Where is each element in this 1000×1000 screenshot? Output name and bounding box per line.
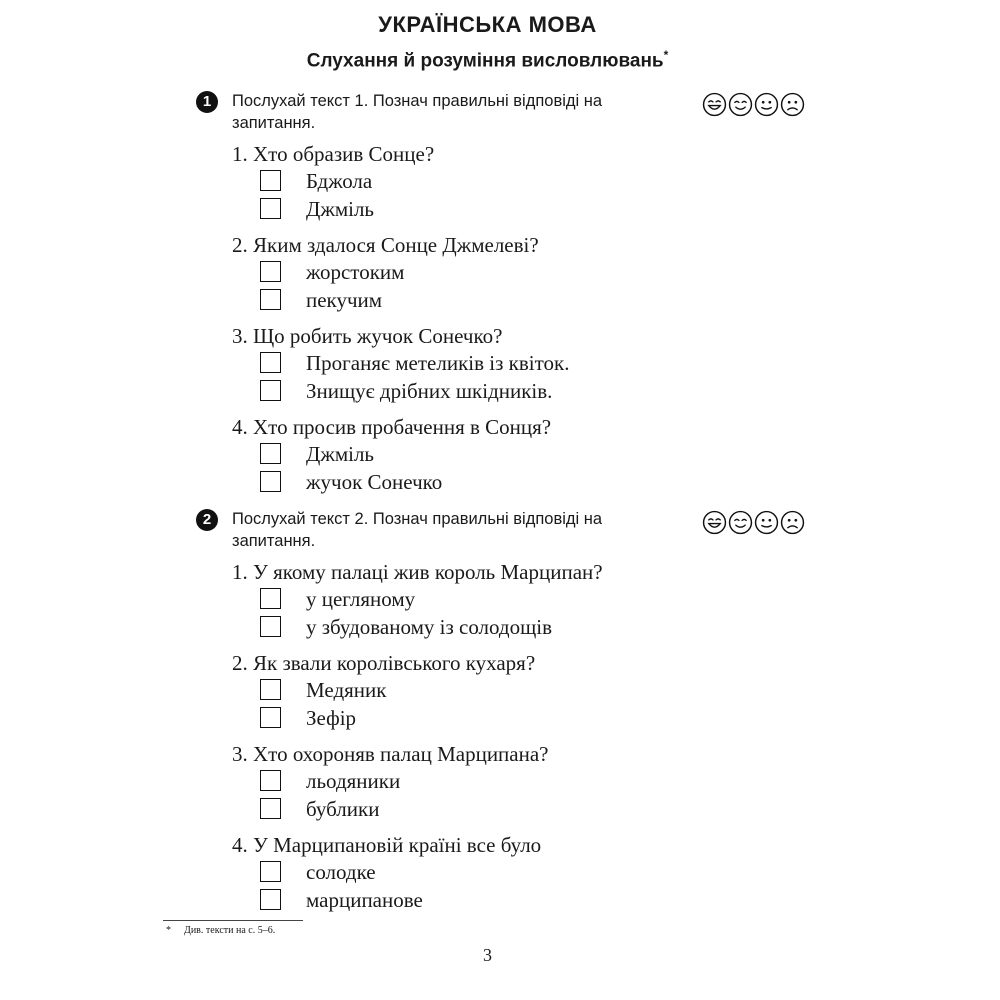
answer-option[interactable] (260, 586, 826, 614)
question (232, 140, 826, 224)
answer-checkbox[interactable] (260, 170, 281, 191)
sad-face-icon[interactable] (780, 510, 805, 535)
question-text: 1. У якому палаці жив король Марципан? (232, 560, 603, 584)
question (232, 322, 826, 406)
answer-label: пекучим (306, 288, 383, 312)
task-number-badge: 1 (196, 91, 218, 113)
answer-checkbox[interactable] (260, 798, 281, 819)
self-assessment-faces (702, 92, 805, 117)
answer-label: льодяники (306, 769, 401, 793)
answer-checkbox[interactable] (260, 261, 281, 282)
question-text: 4. Хто просив пробачення в Сонця? (232, 415, 552, 439)
footnote-mark: * (166, 925, 171, 936)
subtitle-text: Слухання й розуміння висловлювань (306, 50, 664, 72)
question-text: 3. Що робить жучок Сонечко? (232, 324, 503, 348)
answer-checkbox[interactable] (260, 289, 281, 310)
page-title: УКРАЇНСЬКА МОВА (378, 12, 597, 37)
answer-label: у цегляному (306, 587, 416, 611)
answer-checkbox[interactable] (260, 616, 281, 637)
answer-option[interactable] (260, 705, 826, 733)
answer-label: Знищує дрібних шкідників. (306, 379, 553, 403)
answer-label: жорстоким (306, 260, 405, 284)
task-header (196, 508, 826, 558)
answer-option[interactable] (260, 887, 826, 915)
question-text: 4. У Марципановій країні все було (232, 833, 542, 857)
question (232, 740, 826, 824)
answer-checkbox[interactable] (260, 861, 281, 882)
answer-option[interactable] (260, 350, 826, 378)
question-text: 3. Хто охороняв палац Марципана? (232, 742, 549, 766)
question (232, 413, 826, 497)
task-2 (196, 508, 826, 915)
answer-checkbox[interactable] (260, 707, 281, 728)
question (232, 558, 826, 642)
question (232, 649, 826, 733)
answer-checkbox[interactable] (260, 588, 281, 609)
answer-option[interactable] (260, 168, 826, 196)
laughing-face-icon[interactable] (702, 92, 727, 117)
answer-option[interactable] (260, 441, 826, 469)
task-header (196, 90, 826, 140)
task-instruction: Послухай текст 1. Познач правильні відповіді на запитання. (232, 92, 603, 132)
answer-checkbox[interactable] (260, 471, 281, 492)
footnote-reference-mark: * (663, 48, 669, 62)
page-number: 3 (483, 945, 492, 965)
answer-checkbox[interactable] (260, 889, 281, 910)
neutral-face-icon[interactable] (754, 510, 779, 535)
answer-option[interactable] (260, 796, 826, 824)
smiling-face-icon[interactable] (728, 92, 753, 117)
answer-label: Медяник (306, 678, 387, 702)
answer-checkbox[interactable] (260, 443, 281, 464)
answer-label: Джміль (306, 197, 375, 221)
laughing-face-icon[interactable] (702, 510, 727, 535)
question-text: 2. Яким здалося Сонце Джмелеві? (232, 233, 539, 257)
answer-option[interactable] (260, 614, 826, 642)
question (232, 231, 826, 315)
answer-label: у збудованому із солодощів (306, 615, 553, 639)
smiling-face-icon[interactable] (728, 510, 753, 535)
answer-option[interactable] (260, 287, 826, 315)
answer-checkbox[interactable] (260, 679, 281, 700)
answer-option[interactable] (260, 259, 826, 287)
answer-option[interactable] (260, 378, 826, 406)
answer-label: Джміль (306, 442, 375, 466)
task-instruction: Послухай текст 2. Познач правильні відповіді на запитання. (232, 510, 603, 550)
question-text: 2. Як звали королівського кухаря? (232, 651, 536, 675)
answer-label: жучок Сонечко (306, 470, 443, 494)
sad-face-icon[interactable] (780, 92, 805, 117)
footnote (166, 925, 275, 936)
footnote-text: Див. тексти на с. 5–6. (184, 925, 276, 936)
answer-label: солодке (306, 860, 376, 884)
answer-option[interactable] (260, 859, 826, 887)
answer-label: марципанове (306, 888, 423, 912)
answer-option[interactable] (260, 469, 826, 497)
answer-label: Бджола (306, 169, 373, 193)
neutral-face-icon[interactable] (754, 92, 779, 117)
answer-option[interactable] (260, 768, 826, 796)
footnote-divider (163, 920, 303, 921)
answer-option[interactable] (260, 677, 826, 705)
answer-checkbox[interactable] (260, 380, 281, 401)
answer-checkbox[interactable] (260, 770, 281, 791)
page-subtitle (0, 48, 975, 72)
answer-label: Проганяє метеликів із квіток. (306, 351, 570, 375)
answer-checkbox[interactable] (260, 198, 281, 219)
question-text: 1. Хто образив Сонце? (232, 142, 435, 166)
task-number-badge: 2 (196, 509, 218, 531)
task-1 (196, 90, 826, 497)
answer-label: Зефір (306, 706, 357, 730)
answer-label: бублики (306, 797, 380, 821)
question (232, 831, 826, 915)
self-assessment-faces (702, 510, 805, 535)
answer-checkbox[interactable] (260, 352, 281, 373)
answer-option[interactable] (260, 196, 826, 224)
